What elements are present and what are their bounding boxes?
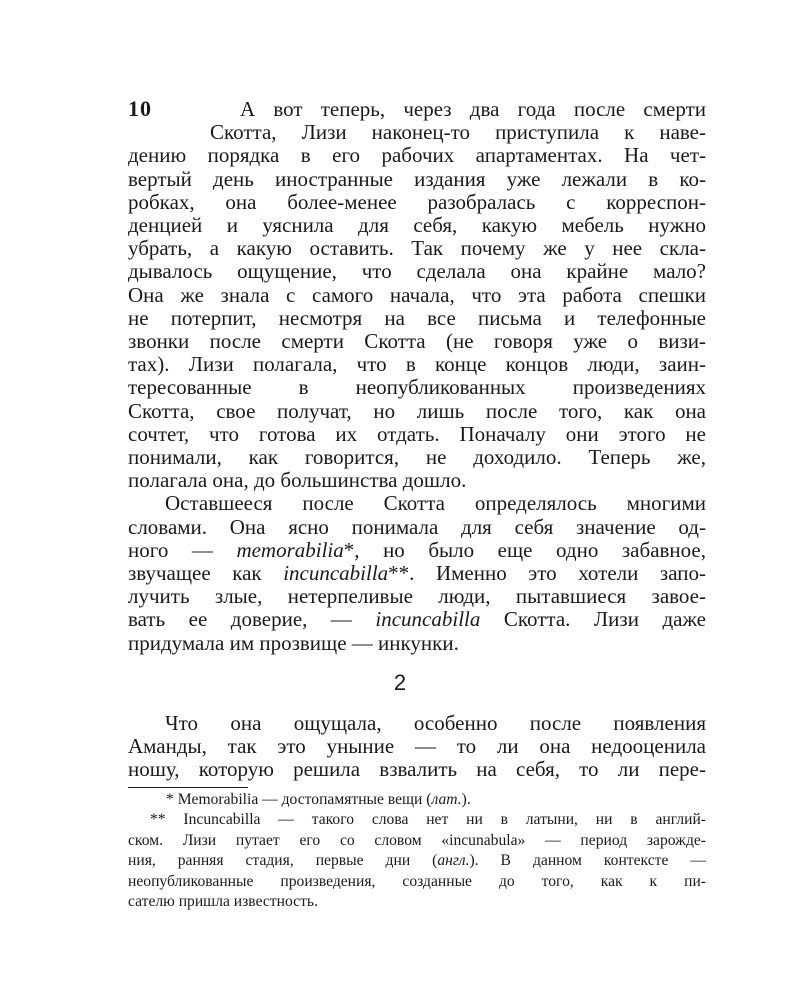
footnote-line: ском. Лизи путает его со словом «incunabula» — период зарожде- <box>128 831 706 849</box>
text-line: робках, она более-менее разобралась с корреспон- <box>128 189 706 214</box>
footnote-line <box>128 851 706 871</box>
text-line <box>128 562 706 585</box>
text-line: придумала им прозвище — инкунки. <box>128 630 459 655</box>
paragraph-block-2 <box>128 712 706 782</box>
text-run: Скотта. Лизи даже <box>480 607 706 632</box>
text-line: тересованные в неопубликованных произведениях <box>128 375 706 400</box>
italic-term: англ. <box>437 852 470 870</box>
text-line: полагала она, до большинства дошло. <box>128 468 467 493</box>
text-line: звонки после смерти Скотта (не говоря уже о визи- <box>128 329 706 354</box>
text-line: понимали, как говорится, не доходило. Теперь же, <box>128 445 706 470</box>
footnote-line: неопубликованные произведения, созданные до того, как к пи- <box>128 872 706 890</box>
text-line: сочтет, что готова их отдать. Поначалу они этого не <box>128 421 706 446</box>
text-line: вертый день иностранные издания уже лежали в ко- <box>128 166 706 191</box>
text-line: тах). Лизи полагала, что в конце концов люди, заин- <box>128 352 706 377</box>
text-run: ного — <box>128 537 237 562</box>
text-run: **. Именно это хотели запо- <box>388 561 706 586</box>
text-line: Оставшееся после Скотта определялось многими <box>165 491 706 516</box>
text-line: ношу, которую решила взвалить на себя, то ли пере- <box>128 757 706 782</box>
text-run: вать ее доверие, — <box>128 607 376 632</box>
italic-term: лат. <box>431 791 462 808</box>
italic-term: incuncabilla <box>375 607 481 632</box>
text-run: ). <box>461 791 471 808</box>
text-line: А вот теперь, через два года после смерти <box>240 97 706 121</box>
italic-term: memorabilia <box>236 537 344 562</box>
text-line: Скотта, свое получат, но лишь после того, как она <box>128 398 706 423</box>
paragraph-block-1 <box>128 98 706 655</box>
text-run: звучащее как <box>128 561 284 586</box>
footnote-line: ** Incuncabilla — такого слова нет ни в латыни, ни в англий- <box>150 811 706 829</box>
text-line: дывалось ощущение, что сделала она крайне мало? <box>128 259 706 284</box>
text-line: дению порядка в его рабочих апартаментах. На чет- <box>128 143 706 168</box>
text-line: лучить злые, нетерпеливые люди, пытавшиеся завое- <box>128 584 706 609</box>
italic-term: incuncabilla <box>283 561 389 586</box>
text-line: убрать, а какую оставить. Так почему же у нее скла- <box>128 236 706 261</box>
page-number: 10 <box>128 96 152 121</box>
text-run: * Memorabilia — достопамятные вещи ( <box>166 791 432 808</box>
text-line: денцией и уяснила для себя, какую мебель нужно <box>128 213 706 238</box>
footnote-line: сателю пришла известность. <box>128 893 318 911</box>
footnote-line <box>128 790 706 810</box>
text-line: Что она ощущала, особенно после появления <box>165 711 706 735</box>
text-run: ). В данном контексте — <box>469 852 706 870</box>
section-number: 2 <box>393 670 407 695</box>
text-run: *, но было еще одно забавное, <box>343 537 706 562</box>
text-line: Скотта, Лизи наконец-то приступила к наве- <box>210 120 706 145</box>
text-line: словами. Она ясно понимала для себя значение од- <box>128 514 706 539</box>
text-line: Она же знала с самого начала, что эта работа спешки <box>128 282 706 307</box>
text-line <box>128 539 706 562</box>
footnote-divider <box>128 787 248 788</box>
footnotes <box>128 790 706 912</box>
text-line: Аманды, так это уныние — то ли она недооценила <box>128 734 706 759</box>
text-line <box>128 608 706 631</box>
text-run: ния, ранняя стадия, первые дни ( <box>128 852 438 870</box>
text-line: не потерпит, несмотря на все письма и телефонные <box>128 305 706 330</box>
